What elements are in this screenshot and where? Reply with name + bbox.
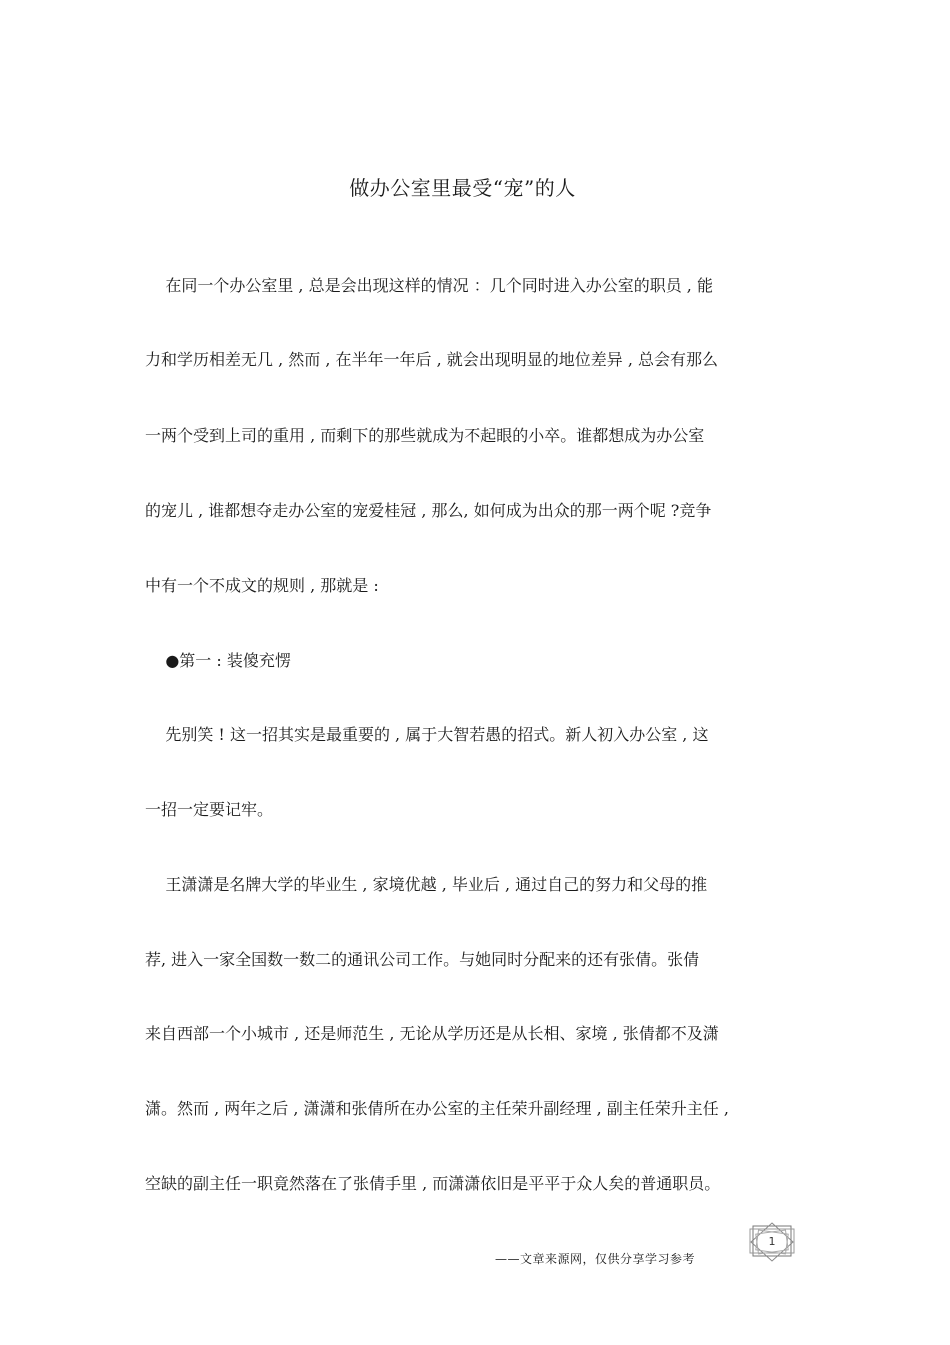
text-line-9: 王潇潇是名牌大学的毕业生 , 家境优越 , 毕业后 , 通过自己的努力和父母的推 (145, 875, 708, 894)
page-number-badge (749, 1222, 795, 1264)
text-line-4: 的宠儿 , 谁都想夺走办公室的宠爱桂冠 , 那么, 如何成为出众的那一两个呢 ?竞争 (145, 501, 712, 520)
page-number: 1 (768, 1235, 776, 1248)
text-line-5: 中有一个不成文的规则 , 那就是 : (145, 576, 379, 595)
text-line-3: 一两个受到上司的重用 , 而剩下的那些就成为不起眼的小卒。谁都想成为办公室 (145, 426, 705, 445)
text-line-10: 荐, 进入一家全国数一数二的通讯公司工作。与她同时分配来的还有张倩。张倩 (145, 950, 700, 969)
section-heading-1: ●第一 : 装傻充愣 (145, 651, 291, 670)
text-line-2: 力和学历相差无几 , 然而 , 在半年一年后 , 就会出现明显的地位差异 , 总会有那么 (145, 350, 719, 369)
text-line-12: 潇。然而 , 两年之后 , 潇潇和张倩所在办公室的主任荣升副经理 , 副主任荣升主任 , (145, 1099, 729, 1118)
text-line-11: 来自西部一个小城市 , 还是师范生 , 无论从学历还是从长相、家境 , 张倩都不及潇 (145, 1024, 719, 1043)
text-line-13: 空缺的副主任一职竟然落在了张倩手里 , 而潇潇依旧是平平于众人矣的普通职员。 (145, 1174, 721, 1193)
source-note: ——文章来源网，仅供分享学习参考 (495, 1252, 696, 1266)
document-title: 做办公室里最受“宠”的人 (349, 176, 576, 200)
text-line-7: 先别笑 ! 这一招其实是最重要的 , 属于大智若愚的招式。新人初入办公室 , 这 (145, 725, 709, 744)
text-line-8: 一招一定要记牢。 (145, 800, 274, 819)
text-line-1: 在同一个办公室里 , 总是会出现这样的情况 ：几个同时进入办公室的职员 , 能 (145, 276, 713, 295)
